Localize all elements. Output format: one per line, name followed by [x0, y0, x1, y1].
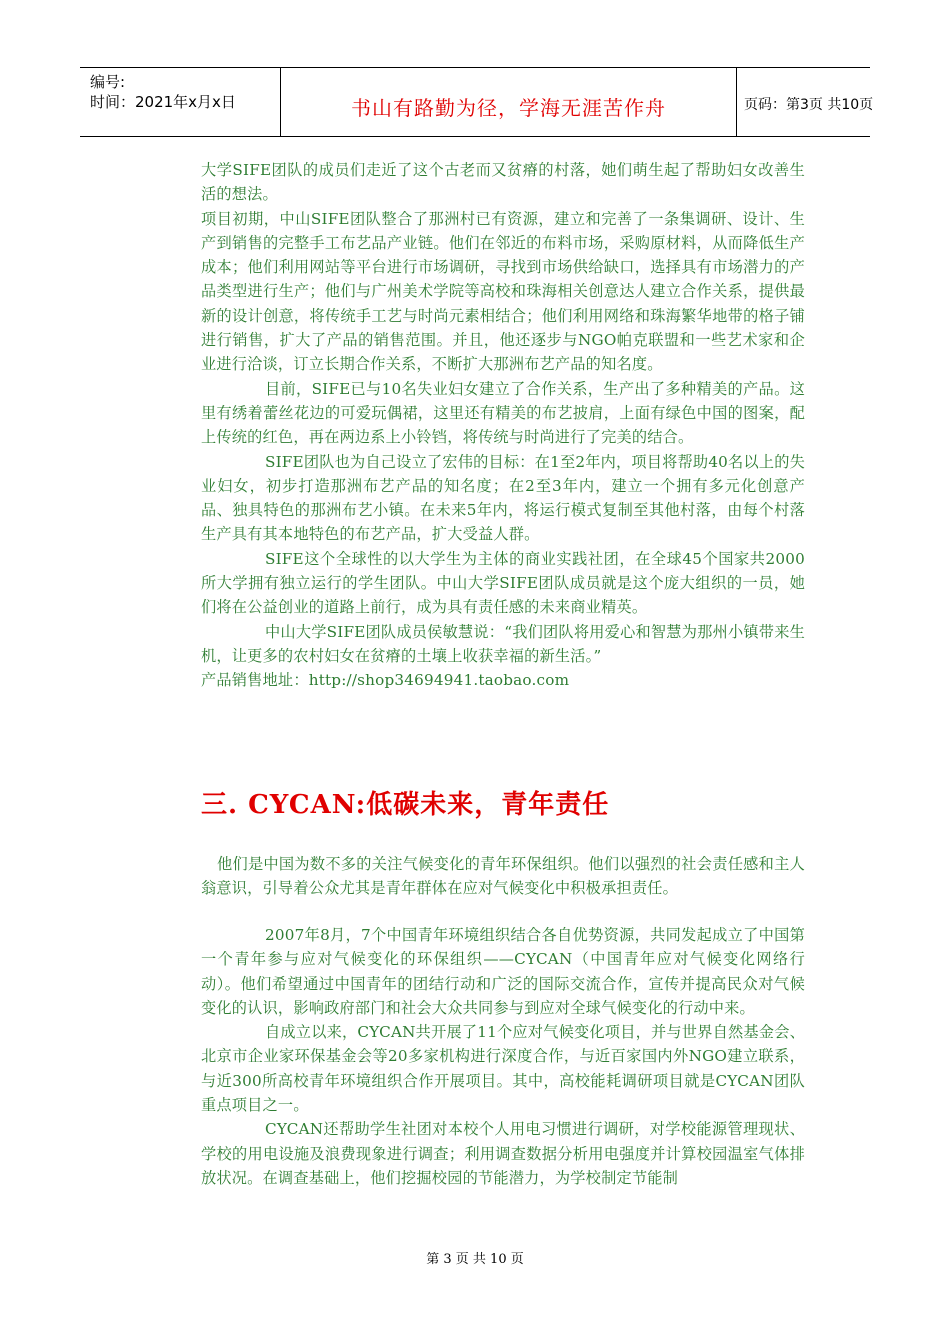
- header-left-cell: [80, 68, 280, 136]
- paragraph: CYCAN还帮助学生社团对本校个人用电习惯进行调研，对学校能源管理现状、学校的用电设施及浪费现象进行调查；利用调查数据分析用电强度并计算校园温室气体排放状况。在调查基础上，他们挖掘校园的节能潜力，为学校制定节能制: [201, 1120, 805, 1187]
- header-motto: 书山有路勤为径，学海无涯苦作舟: [351, 96, 666, 120]
- page-footer: 第 3 页 共 10 页: [426, 1252, 524, 1267]
- header-page-cell: [736, 68, 874, 136]
- header-motto-cell: [280, 68, 737, 136]
- section-body-2a: [201, 852, 805, 901]
- paragraph: 项目初期，中山SIFE团队整合了那洲村已有资源，建立和完善了一条集调研、设计、生产到销售的完整手工布艺品产业链。他们在邻近的布料市场，采购原材料，从而降低生产成本；他们利用网站等平台进行市场调研，寻找到市场供给缺口，选择具有市场潜力的产品类型进行生产；他们与广州美术学院等高校和珠海相关创意达人建立合作关系，提供最新的设计创意，将传统手工艺与时尚元素相结合；他们利用网络和珠海繁华地带的格子铺进行销售，扩大了产品的销售范围。并且，他还逐步与NGO帕克联盟和一些艺术家和企业进行洽谈，订立长期合作关系，不断扩大那洲布艺产品的知名度。: [201, 209, 805, 374]
- paragraph: 目前，SIFE已与10名失业妇女建立了合作关系，生产出了多种精美的产品。这里有绣着蕾丝花边的可爱玩偶裙，这里还有精美的布艺披肩，上面有绿色中国的图案，配上传统的红色，再在两边系上小铃铛，将传统与时尚进行了完美的结合。: [201, 379, 805, 447]
- paragraph: 他们是中国为数不多的关注气候变化的青年环保组织。他们以强烈的社会责任感和主人翁意识，引导着公众尤其是青年群体在应对气候变化中积极承担责任。: [201, 855, 805, 898]
- header-page-info: 页码：第3页 共10页: [744, 97, 874, 113]
- paragraph: SIFE团队也为自己设立了宏伟的目标：在1至2年内，项目将帮助40名以上的失业妇女，初步打造那洲布艺产品的知名度；在2至3年内，建立一个拥有多元化创意产品、独具特色的那洲布艺小镇。在未来5年内，将运行模式复制至其他村落，由每个村落生产具有其本地特色的布艺产品，扩大受益人群。: [201, 452, 805, 544]
- product-url-line: 产品销售地址：http://shop34694941.taobao.com: [201, 671, 570, 690]
- page-header: [80, 67, 874, 137]
- section-body-1: [201, 158, 805, 693]
- paragraph: 2007年8月，7个中国青年环境组织结合各自优势资源，共同发起成立了中国第一个青年参与应对气候变化的环保组织——CYCAN（中国青年应对气候变化网络行动）。他们希望通过中国青年的团结行动和广泛的国际交流合作，宣传并提高民众对气候变化的认识，影响政府部门和社会大众共同参与到应对全球气候变化的行动中来。: [201, 926, 805, 1017]
- paragraph: 中山大学SIFE团队成员侯敏慧说：“我们团队将用爱心和智慧为那州小镇带来生机，让更多的农村妇女在贫瘠的土壤上收获幸福的新生活。”: [201, 622, 805, 665]
- section-body-2b: [201, 923, 805, 1190]
- document-number-label: 编号:: [90, 73, 126, 91]
- paragraph: SIFE这个全球性的以大学生为主体的商业实践社团，在全球45个国家共2000所大学拥有独立运行的学生团队。中山大学SIFE团队成员就是这个庞大组织的一员，她们将在公益创业的道路上前行，成为具有责任感的未来商业精英。: [201, 549, 805, 617]
- paragraph: 自成立以来，CYCAN共开展了11个应对气候变化项目，并与世界自然基金会、北京市企业家环保基金会等20多家机构进行深度合作，与近百家国内外NGO建立联系，与近300所高校青年环境组织合作开展项目。其中，高校能耗调研项目就是CYCAN团队重点项目之一。: [201, 1023, 805, 1115]
- section-heading: 三. CYCAN:低碳未来，青年责任: [201, 790, 610, 820]
- document-date-label: 时间：2021年x月x日: [90, 93, 236, 111]
- paragraph: 大学SIFE团队的成员们走近了这个古老而又贫瘠的村落，她们萌生起了帮助妇女改善生活的想法。: [201, 161, 805, 204]
